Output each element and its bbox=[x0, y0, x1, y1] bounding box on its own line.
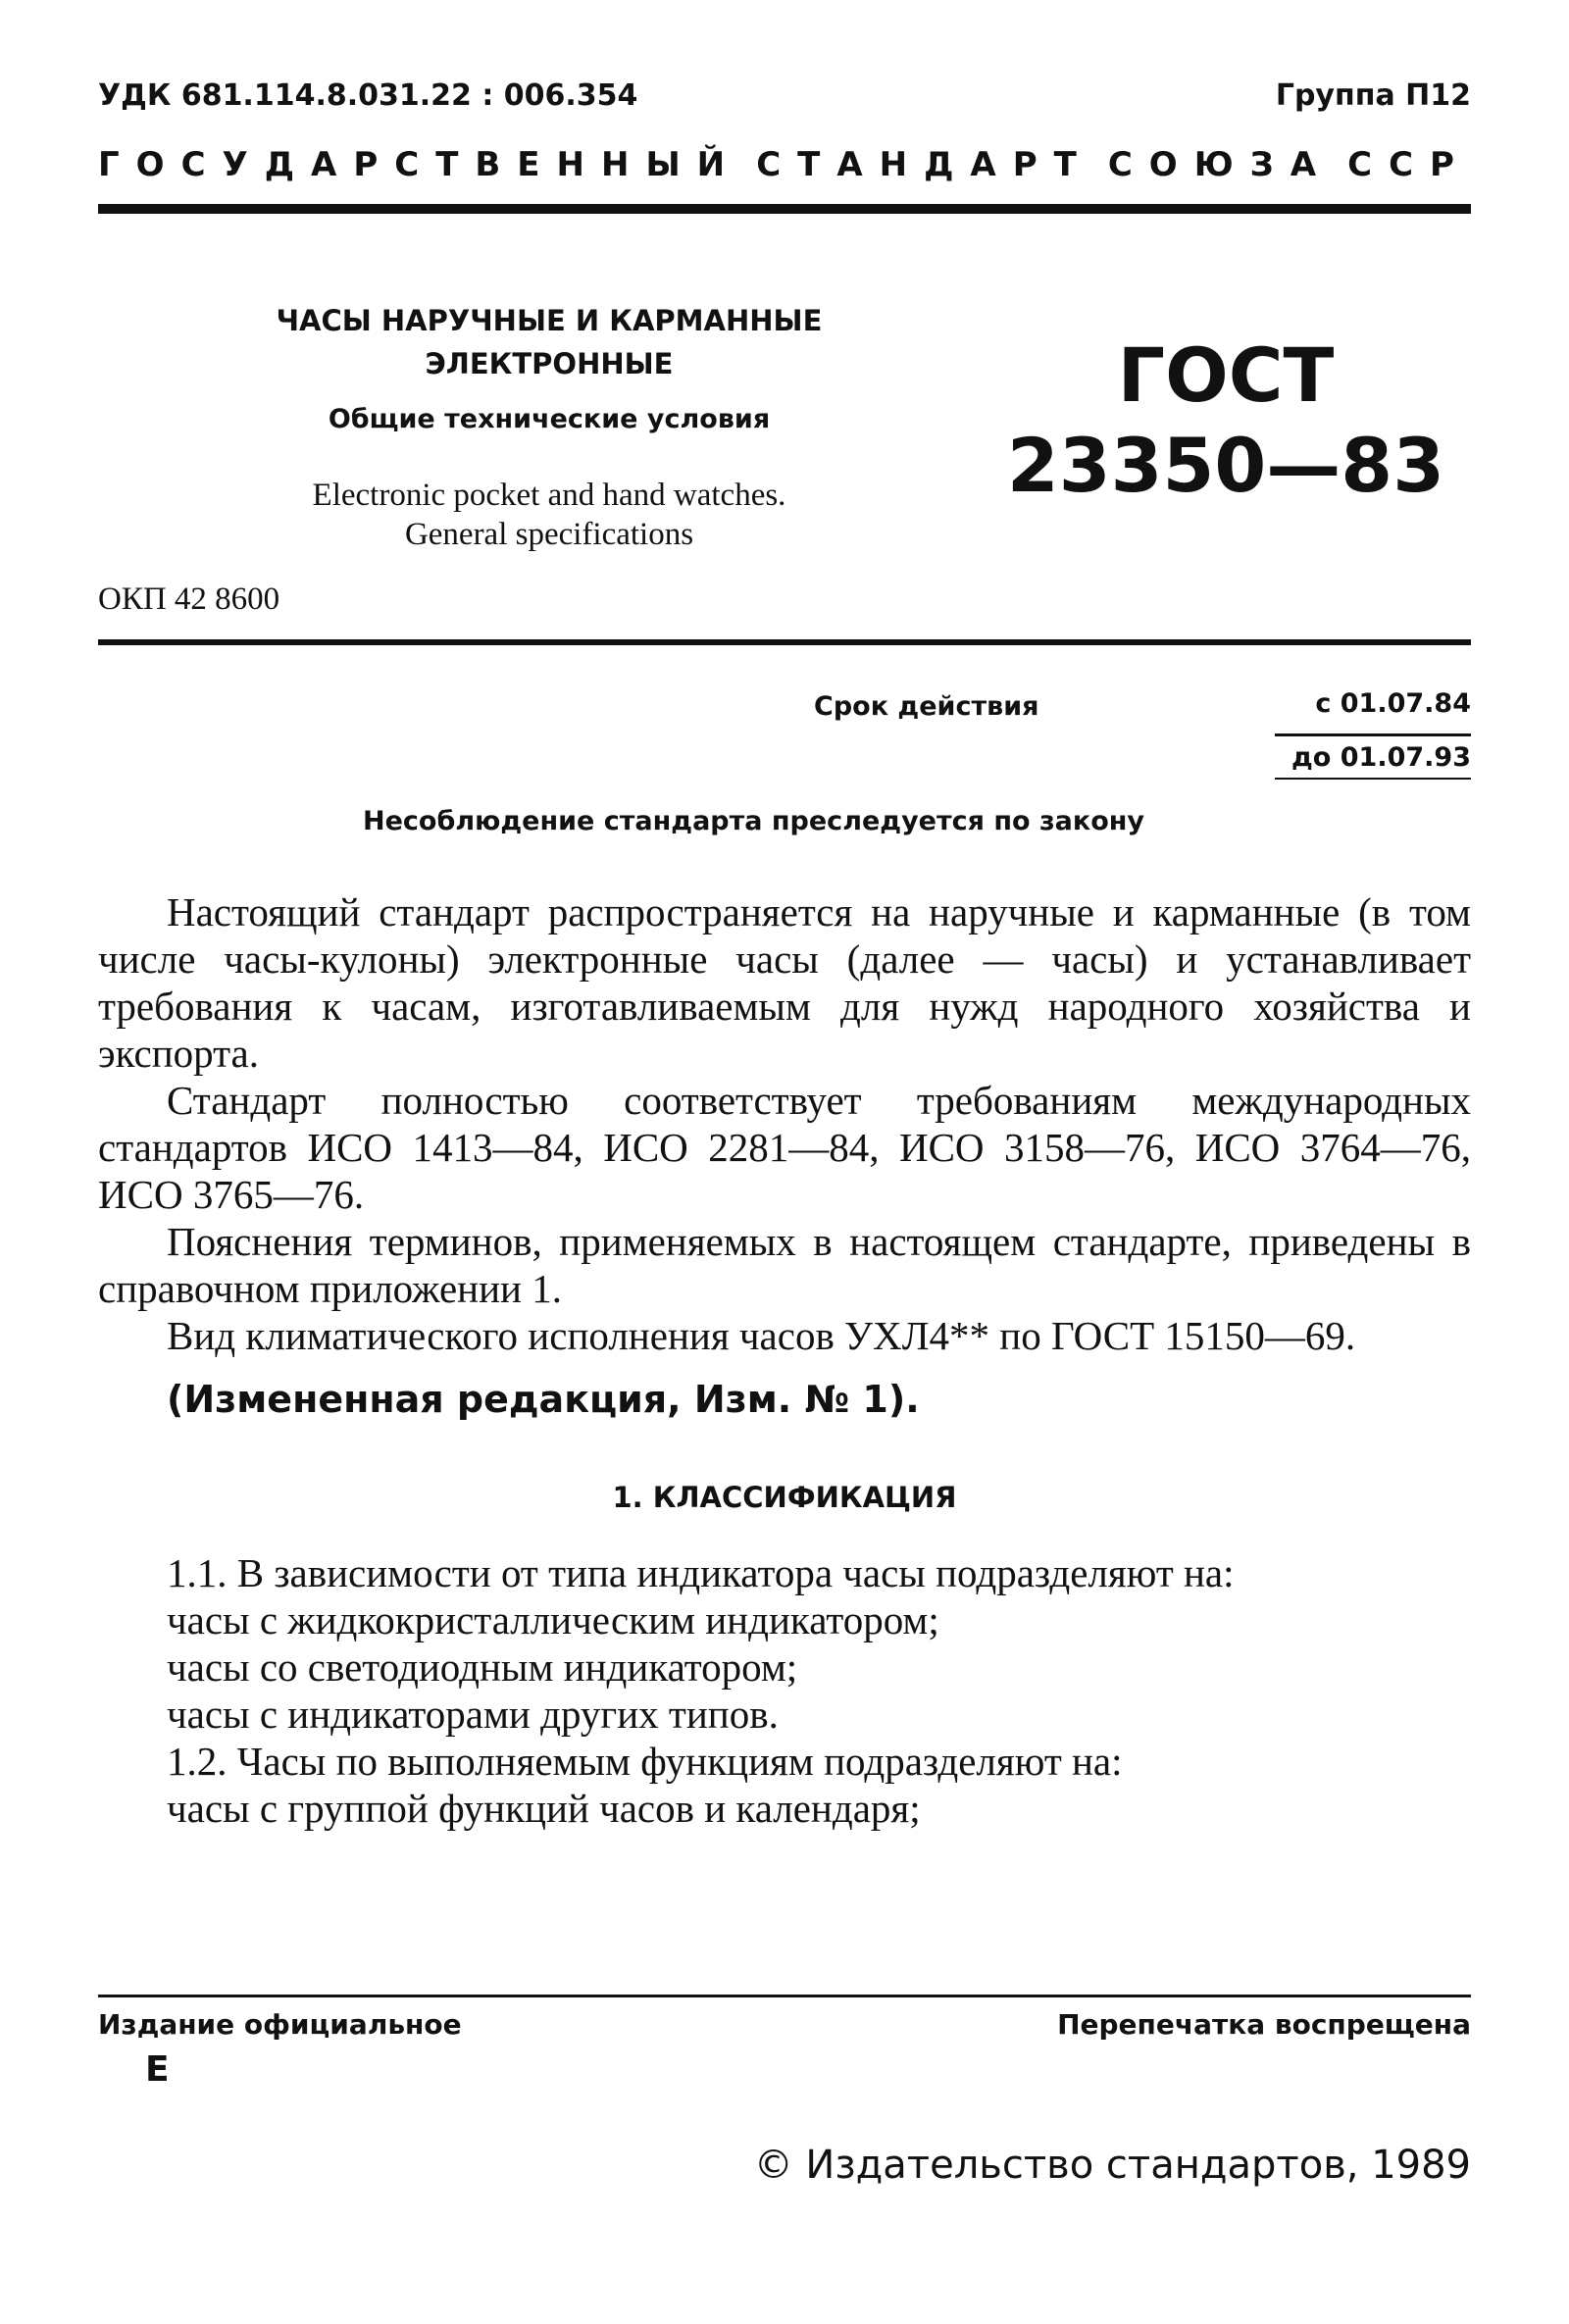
valid-to-date: до 01.07.93 bbox=[1291, 742, 1471, 773]
paragraph: Стандарт полностью соответствует требованиям международных стандартов ИСО 1413—84, ИСО 2281—84, ИСО 3158—76, ИСО 3764—76, ИСО 3765—76. bbox=[98, 1078, 1471, 1217]
edit-note: (Измененная редакция, Изм. № 1). bbox=[167, 1378, 920, 1421]
heading-word: СОЮЗА bbox=[1107, 145, 1334, 184]
heading-word: ССР bbox=[1347, 145, 1471, 184]
group-code: Группа П12 bbox=[1275, 78, 1471, 113]
gost-number: 23350—83 bbox=[1006, 422, 1445, 509]
state-standard-heading bbox=[98, 145, 1471, 184]
classification-line: часы с индикаторами других типов. bbox=[167, 1692, 779, 1737]
heading-word: СТАНДАРТ bbox=[756, 145, 1093, 184]
validity-underline bbox=[1275, 778, 1471, 780]
paragraph: Пояснения терминов, применяемых в настоящем стандарте, приведены в справочном приложении 1. bbox=[98, 1219, 1471, 1311]
title-line-1: ЧАСЫ НАРУЧНЫЕ И КАРМАННЫЕ bbox=[276, 304, 823, 337]
reprint-notice: Перепечатка воспрещена bbox=[1057, 2008, 1471, 2041]
paragraph: Вид климатического исполнения часов УХЛ4** по ГОСТ 15150—69. bbox=[167, 1313, 1356, 1358]
section-title: 1. КЛАССИФИКАЦИЯ bbox=[612, 1481, 957, 1514]
classification-line: часы со светодиодным индикатором; bbox=[167, 1644, 798, 1690]
udk-code: УДК 681.114.8.031.22 : 006.354 bbox=[98, 78, 638, 113]
english-title-line-1: Electronic pocket and hand watches. bbox=[312, 478, 786, 513]
classification-line: часы с группой функций часов и календаря; bbox=[167, 1786, 921, 1831]
edition-letter: Е bbox=[145, 2049, 170, 2090]
classification-line: часы с жидкокристаллическим индикатором; bbox=[167, 1597, 939, 1642]
english-title bbox=[196, 476, 902, 554]
intro-text bbox=[98, 888, 1471, 1359]
footer-divider bbox=[98, 1995, 1471, 1997]
publisher-copyright: © Издательство стандартов, 1989 bbox=[753, 2143, 1471, 2188]
english-title-line-2: General specifications bbox=[404, 517, 694, 552]
paragraph: Настоящий стандарт распространяется на наручные и карманные (в том числе часы-кулоны) электронные часы (далее — часы) и устанавливает требования к часам, изготавливаемым для нужд народного хозяйства и экспорта. bbox=[98, 889, 1471, 1076]
classification-line: 1.2. Часы по выполняемым функциям подразделяют на: bbox=[167, 1739, 1123, 1784]
gost-label: ГОСТ bbox=[1117, 331, 1335, 419]
classification-text bbox=[98, 1549, 1471, 1832]
valid-from-date: с 01.07.84 bbox=[1315, 688, 1471, 719]
middle-divider bbox=[98, 639, 1471, 645]
document-title bbox=[235, 299, 863, 385]
validity-rule bbox=[1275, 733, 1471, 736]
validity-label: Срок действия bbox=[814, 691, 1039, 722]
classification-line: 1.1. В зависимости от типа индикатора часы подразделяют на: bbox=[167, 1550, 1235, 1595]
edition-label: Издание официальное bbox=[98, 2008, 462, 2041]
okp-code: ОКП 42 8600 bbox=[98, 581, 280, 617]
title-line-2: ЭЛЕКТРОННЫЕ bbox=[425, 347, 674, 380]
law-notice: Несоблюдение стандарта преследуется по закону bbox=[363, 806, 1145, 836]
document-subtitle: Общие технические условия bbox=[328, 404, 771, 434]
heading-word: ГОСУДАРСТВЕННЫЙ bbox=[98, 145, 742, 184]
top-divider bbox=[98, 204, 1471, 214]
